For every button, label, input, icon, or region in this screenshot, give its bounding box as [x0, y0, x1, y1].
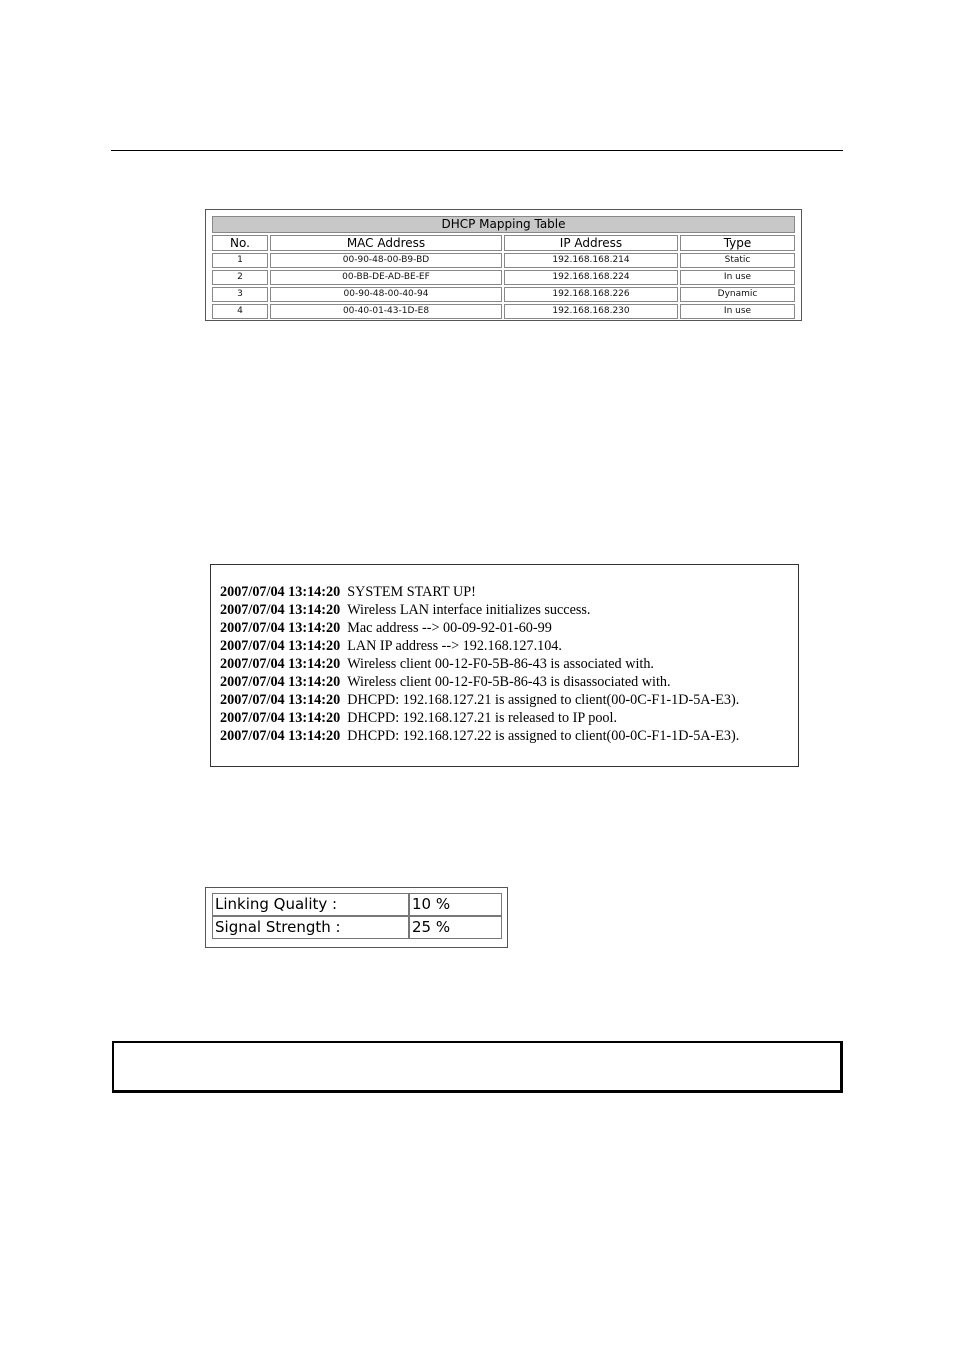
cell-ip: 192.168.168.224 — [504, 270, 678, 285]
log-message: DHCPD: 192.168.127.21 is assigned to client(00-0C-F1-1D-5A-E3). — [347, 692, 740, 708]
log-entry — [220, 727, 798, 745]
log-timestamp: 2007/07/04 13:14:20 — [220, 728, 341, 744]
log-message: Wireless client 00-12-F0-5B-86-43 is disassociated with. — [347, 674, 671, 690]
cell-ip: 192.168.168.230 — [504, 304, 678, 319]
log-timestamp: 2007/07/04 13:14:20 — [220, 620, 341, 636]
link-quality-table — [212, 893, 502, 939]
cell-type: Dynamic — [680, 287, 795, 302]
log-entry — [220, 655, 798, 673]
cell-mac: 00-BB-DE-AD-BE-EF — [270, 270, 502, 285]
column-header-ip: IP Address — [504, 235, 678, 251]
log-message: Wireless client 00-12-F0-5B-86-43 is associated with. — [347, 656, 654, 672]
log-timestamp: 2007/07/04 13:14:20 — [220, 674, 341, 690]
dhcp-mapping-table — [210, 214, 797, 321]
dhcp-mapping-table-panel — [205, 209, 802, 321]
table-row — [212, 916, 502, 939]
cell-ip: 192.168.168.214 — [504, 253, 678, 268]
table-row — [212, 893, 502, 916]
system-log-panel — [210, 564, 799, 767]
signal-strength-value: 25 % — [409, 916, 502, 939]
log-entry — [220, 691, 798, 709]
linking-quality-label: Linking Quality : — [212, 893, 409, 916]
column-header-no: No. — [212, 235, 268, 251]
log-timestamp: 2007/07/04 13:14:20 — [220, 692, 341, 708]
dhcp-table-title: DHCP Mapping Table — [212, 216, 795, 233]
dhcp-table-header-row — [212, 235, 795, 251]
log-timestamp: 2007/07/04 13:14:20 — [220, 656, 341, 672]
link-quality-panel — [205, 887, 508, 948]
cell-no: 2 — [212, 270, 268, 285]
column-header-type: Type — [680, 235, 795, 251]
cell-ip: 192.168.168.226 — [504, 287, 678, 302]
log-message: Mac address --> 00-09-92-01-60-99 — [347, 620, 552, 636]
log-message: LAN IP address --> 192.168.127.104. — [347, 638, 562, 654]
table-row — [212, 304, 795, 319]
header-rule — [111, 150, 843, 151]
table-row — [212, 253, 795, 268]
log-message: Wireless LAN interface initializes success. — [347, 602, 591, 618]
log-entry — [220, 709, 798, 727]
log-timestamp: 2007/07/04 13:14:20 — [220, 602, 341, 618]
cell-mac: 00-40-01-43-1D-E8 — [270, 304, 502, 319]
signal-strength-label: Signal Strength : — [212, 916, 409, 939]
cell-no: 1 — [212, 253, 268, 268]
cell-no: 4 — [212, 304, 268, 319]
log-message: DHCPD: 192.168.127.21 is released to IP pool. — [347, 710, 618, 726]
table-row — [212, 270, 795, 285]
cell-type: Static — [680, 253, 795, 268]
log-entry — [220, 673, 798, 691]
linking-quality-value: 10 % — [409, 893, 502, 916]
log-entry — [220, 637, 798, 655]
log-timestamp: 2007/07/04 13:14:20 — [220, 710, 341, 726]
column-header-mac: MAC Address — [270, 235, 502, 251]
log-entry — [220, 583, 798, 601]
log-message: DHCPD: 192.168.127.22 is assigned to client(00-0C-F1-1D-5A-E3). — [347, 728, 740, 744]
note-box — [112, 1041, 843, 1093]
cell-mac: 00-90-48-00-40-94 — [270, 287, 502, 302]
log-entry — [220, 619, 798, 637]
cell-type: In use — [680, 270, 795, 285]
table-row — [212, 287, 795, 302]
cell-no: 3 — [212, 287, 268, 302]
log-timestamp: 2007/07/04 13:14:20 — [220, 638, 341, 654]
cell-mac: 00-90-48-00-B9-BD — [270, 253, 502, 268]
cell-type: In use — [680, 304, 795, 319]
log-timestamp: 2007/07/04 13:14:20 — [220, 584, 341, 600]
log-message: SYSTEM START UP! — [347, 584, 476, 600]
log-entry — [220, 601, 798, 619]
